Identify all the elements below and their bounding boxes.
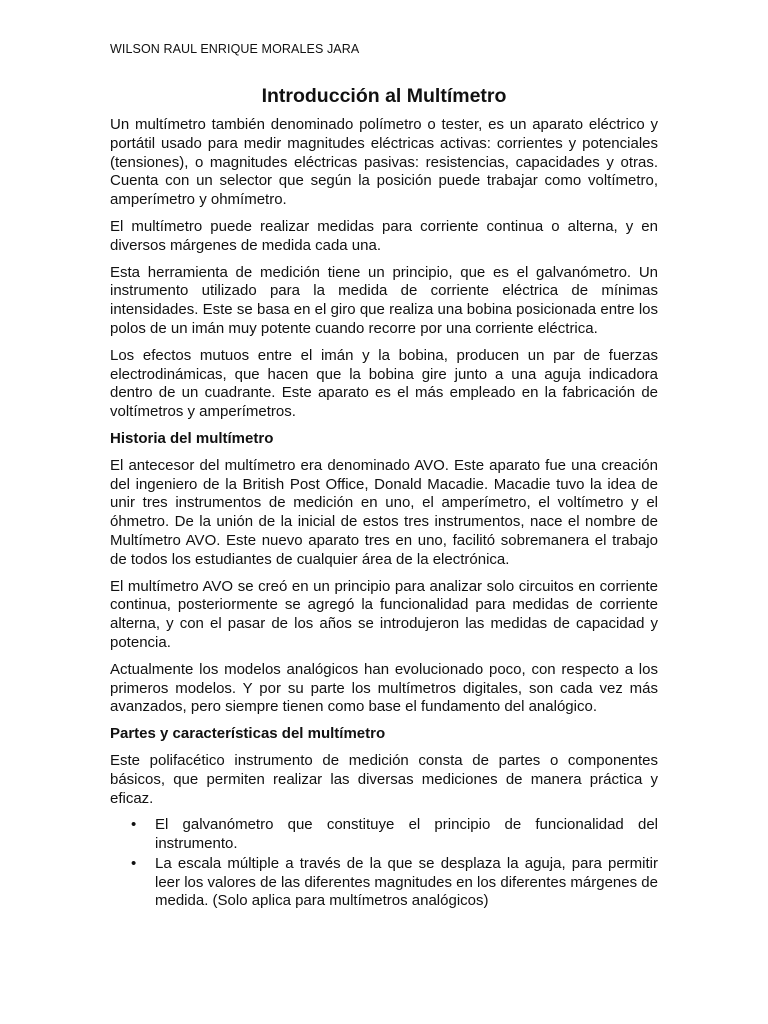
document-body <box>110 84 658 912</box>
bullet-icon: • <box>131 854 137 872</box>
list-item-text: El galvanómetro que constituye el principio de funcionalidad del instrumento. <box>155 816 658 853</box>
list-item-text: La escala múltiple a través de la que se desplaza la aguja, para permitir leer los valores de las diferentes magnitudes en los diferentes márgenes de medida. (Solo aplica para multímetros analógicos) <box>155 854 658 910</box>
author-header: WILSON RAUL ENRIQUE MORALES JARA <box>110 42 360 56</box>
paragraph: Un multímetro también denominado polímetro o tester, es un aparato eléctrico y portátil usado para medir magnitudes eléctricas activas: corrientes y potenciales (tensiones), o magnitudes eléctricas pasivas: resistencias, capacidades y otras. Cuenta con un selector que según la posición puede trabajar como voltímetro, amperímetro y ohmímetro. <box>110 116 658 209</box>
section-heading-history: Historia del multímetro <box>110 429 274 447</box>
paragraph: Este polifacético instrumento de medición consta de partes o componentes básicos, que permiten realizar las diversas mediciones de manera práctica y eficaz. <box>110 751 658 807</box>
section-heading-parts: Partes y características del multímetro <box>110 725 386 743</box>
paragraph: El multímetro puede realizar medidas para corriente continua o alterna, y en diversos márgenes de medida cada una. <box>110 217 658 254</box>
paragraph: Esta herramienta de medición tiene un principio, que es el galvanómetro. Un instrumento utilizado para la medida de corriente eléctrica de mínimas intensidades. Este se basa en el giro que realiza una bobina posicionada entre los polos de un imán muy potente cuando recorre por una corriente eléctrica. <box>110 263 658 337</box>
parts-list <box>110 816 658 911</box>
list-item <box>131 816 658 854</box>
bullet-icon: • <box>131 816 137 834</box>
paragraph: El antecesor del multímetro era denominado AVO. Este aparato fue una creación del ingeniero de la British Post Office, Donald Macadie. Macadie tuvo la idea de unir tres instrumentos de medición en uno, el amperímetro, el voltímetro y el óhmetro. De la unión de la inicial de estos tres instrumentos, nace el nombre de Multímetro AVO. Este nuevo aparato tres en uno, facilitó sobremanera el trabajo de todos los estudiantes de cualquier área de la electrónica. <box>110 456 658 568</box>
paragraph: El multímetro AVO se creó en un principio para analizar solo circuitos en corriente continua, posteriormente se agregó la funcionalidad para medidas de corriente alterna, y con el pasar de los años se introdujeron las medidas de capacidad y potencia. <box>110 577 658 651</box>
paragraph: Actualmente los modelos analógicos han evolucionado poco, con respecto a los primeros modelos. Y por su parte los multímetros digitales, son cada vez más avanzados, pero siempre tienen como base el fundamento del analógico. <box>110 660 658 716</box>
document-title: Introducción al Multímetro <box>261 85 507 107</box>
list-item <box>131 854 658 911</box>
paragraph: Los efectos mutuos entre el imán y la bobina, producen un par de fuerzas electrodinámicas, que hacen que la bobina gire junto a una aguja indicadora dentro de un cuadrante. Este aparato es el más empleado en la fabricación de voltímetros y amperímetros. <box>110 346 658 421</box>
